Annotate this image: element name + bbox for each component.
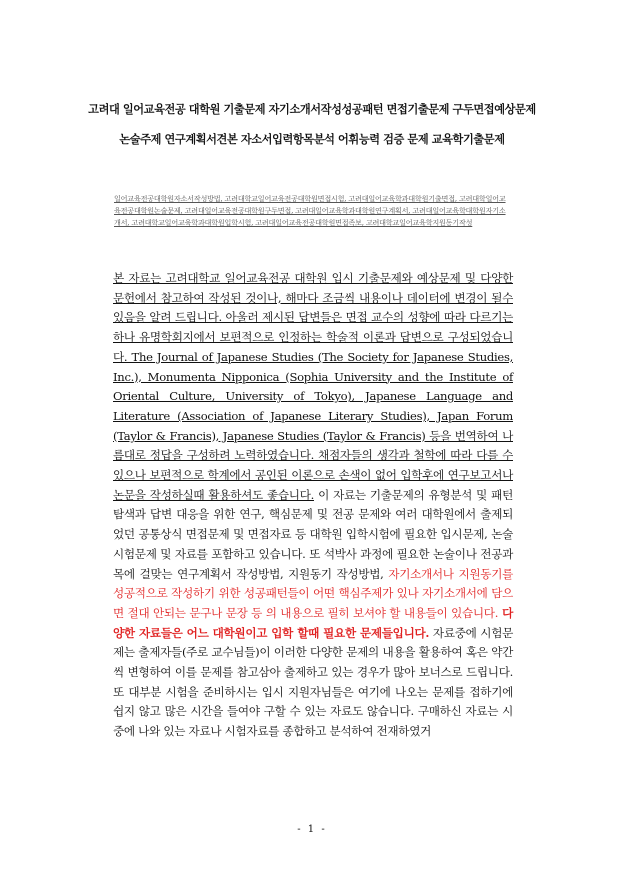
plain-text-1: 이 자료는 기출문제의 유형분석 및 패턴탐색과 답변 대응을 위한 연구, 핵심문제 및 전공 문제와 여러 대학원에서 출제되었던 공통상식 면접문제 및 면접자료 등 대학원 입학시험에 필요한 입시문제, 논술시험문제 및 자료를 포함하고 있습니다. 또 석박사 과정에 필요한 논술이나 전공과목에 걸맞는 연구계획서 작성방법, 지원동기 작성방법, bbox=[113, 487, 513, 581]
highlighted-red-text: 자기소개서나 지원동기를 성공적으로 작성하기 위한 성공패턴들이 어떤 핵심주제가 있나 자기소개서에 담으면 절대 안되는 문구나 문장 등 의 내용으로 필히 보셔야 할 내용들이 있습니다. bbox=[113, 566, 513, 620]
plain-text-2: 자료중에 시험문제는 출제자들(주로 교수님들)이 이러한 다양한 문제의 내용을 활용하여 혹은 약간씩 변형하여 이를 문제를 참고삼아 출제하고 있는 경우가 많아 보너스로 드립니다. 또 대부분 시험을 준비하시는 입시 지원자님들은 여기에 나오는 문제를 접하기에 쉽지 않고 많은 시간을 들여야 구할 수 있는 자료도 않습니다. 구매하신 자료는 시중에 나와 있는 자료나 시험자료를 종합하고 분석하여 전재하였거 bbox=[113, 625, 514, 739]
body-paragraph bbox=[113, 269, 513, 742]
page-number: - 1 - bbox=[297, 824, 327, 835]
document-title-line-1: 고려대 일어교육전공 대학원 기출문제 자기소개서작성성공패턴 면접기출문제 구두면접예상문제 bbox=[88, 103, 536, 116]
underlined-intro: 본 자료는 고려대학교 일어교육전공 대학원 입시 기출문제와 예상문제 및 다양한 문헌에서 참고하여 작성된 것이나, 해마다 조금씩 내용이나 데이터에 변경이 될수 있음을 알려 드립니다. 아울러 제시된 답변들은 면접 교수의 성향에 따라 다르기는 하나 유명학회지에서 보편적으로 인정하는 학술적 이론과 답변으로 구성되었습니다. The Journal of Japanese Studies (The Society for Japanese Studies, Inc.), Monumenta Nipponica (Sophia University and the Institute of Oriental Culture, University of Tokyo), Japanese Language and Literature (Association of Japanese Literary Studies), Japan Forum (Taylor & Francis), Japanese Studies (Taylor & Francis) 등을 번역하여 나름대로 정답을 구성하려 노력하였습니다. 채점자들의 생각과 철학에 따라 다를 수 있으나 보편적으로 학계에서 공인된 이론으로 손색이 없어 입학후에 연구보고서나 논문을 작성하실때 활용하셔도 좋습니다. bbox=[113, 271, 513, 502]
highlighted-red-bold-text: 다양한 자료들은 어느 대학원이고 입학 할때 필요한 문제들입니다. bbox=[113, 605, 513, 640]
keyword-list: 일어교육전공대학원자소서작성방법, 고려대학교일어교육전공대학원면접시험, 고려대일어교육학과대학원기출면접, 고려대학일어교육전공대학원논술문제, 고려대일어교육전공대학원구두면접, 고려대일어교육학과대학원연구계획서, 고려대일어교육학대학원자기소개서, 고려대학교일어교육학과대학원입학시험, 고려대일어교육전공대학원면접족보, 고려대학교일어교육학지원동기작성 bbox=[114, 194, 506, 228]
document-title-line-2: 논술주제 연구계획서견본 자소서입력항목분석 어휘능력 검증 문제 교육학기출문제 bbox=[119, 133, 505, 146]
